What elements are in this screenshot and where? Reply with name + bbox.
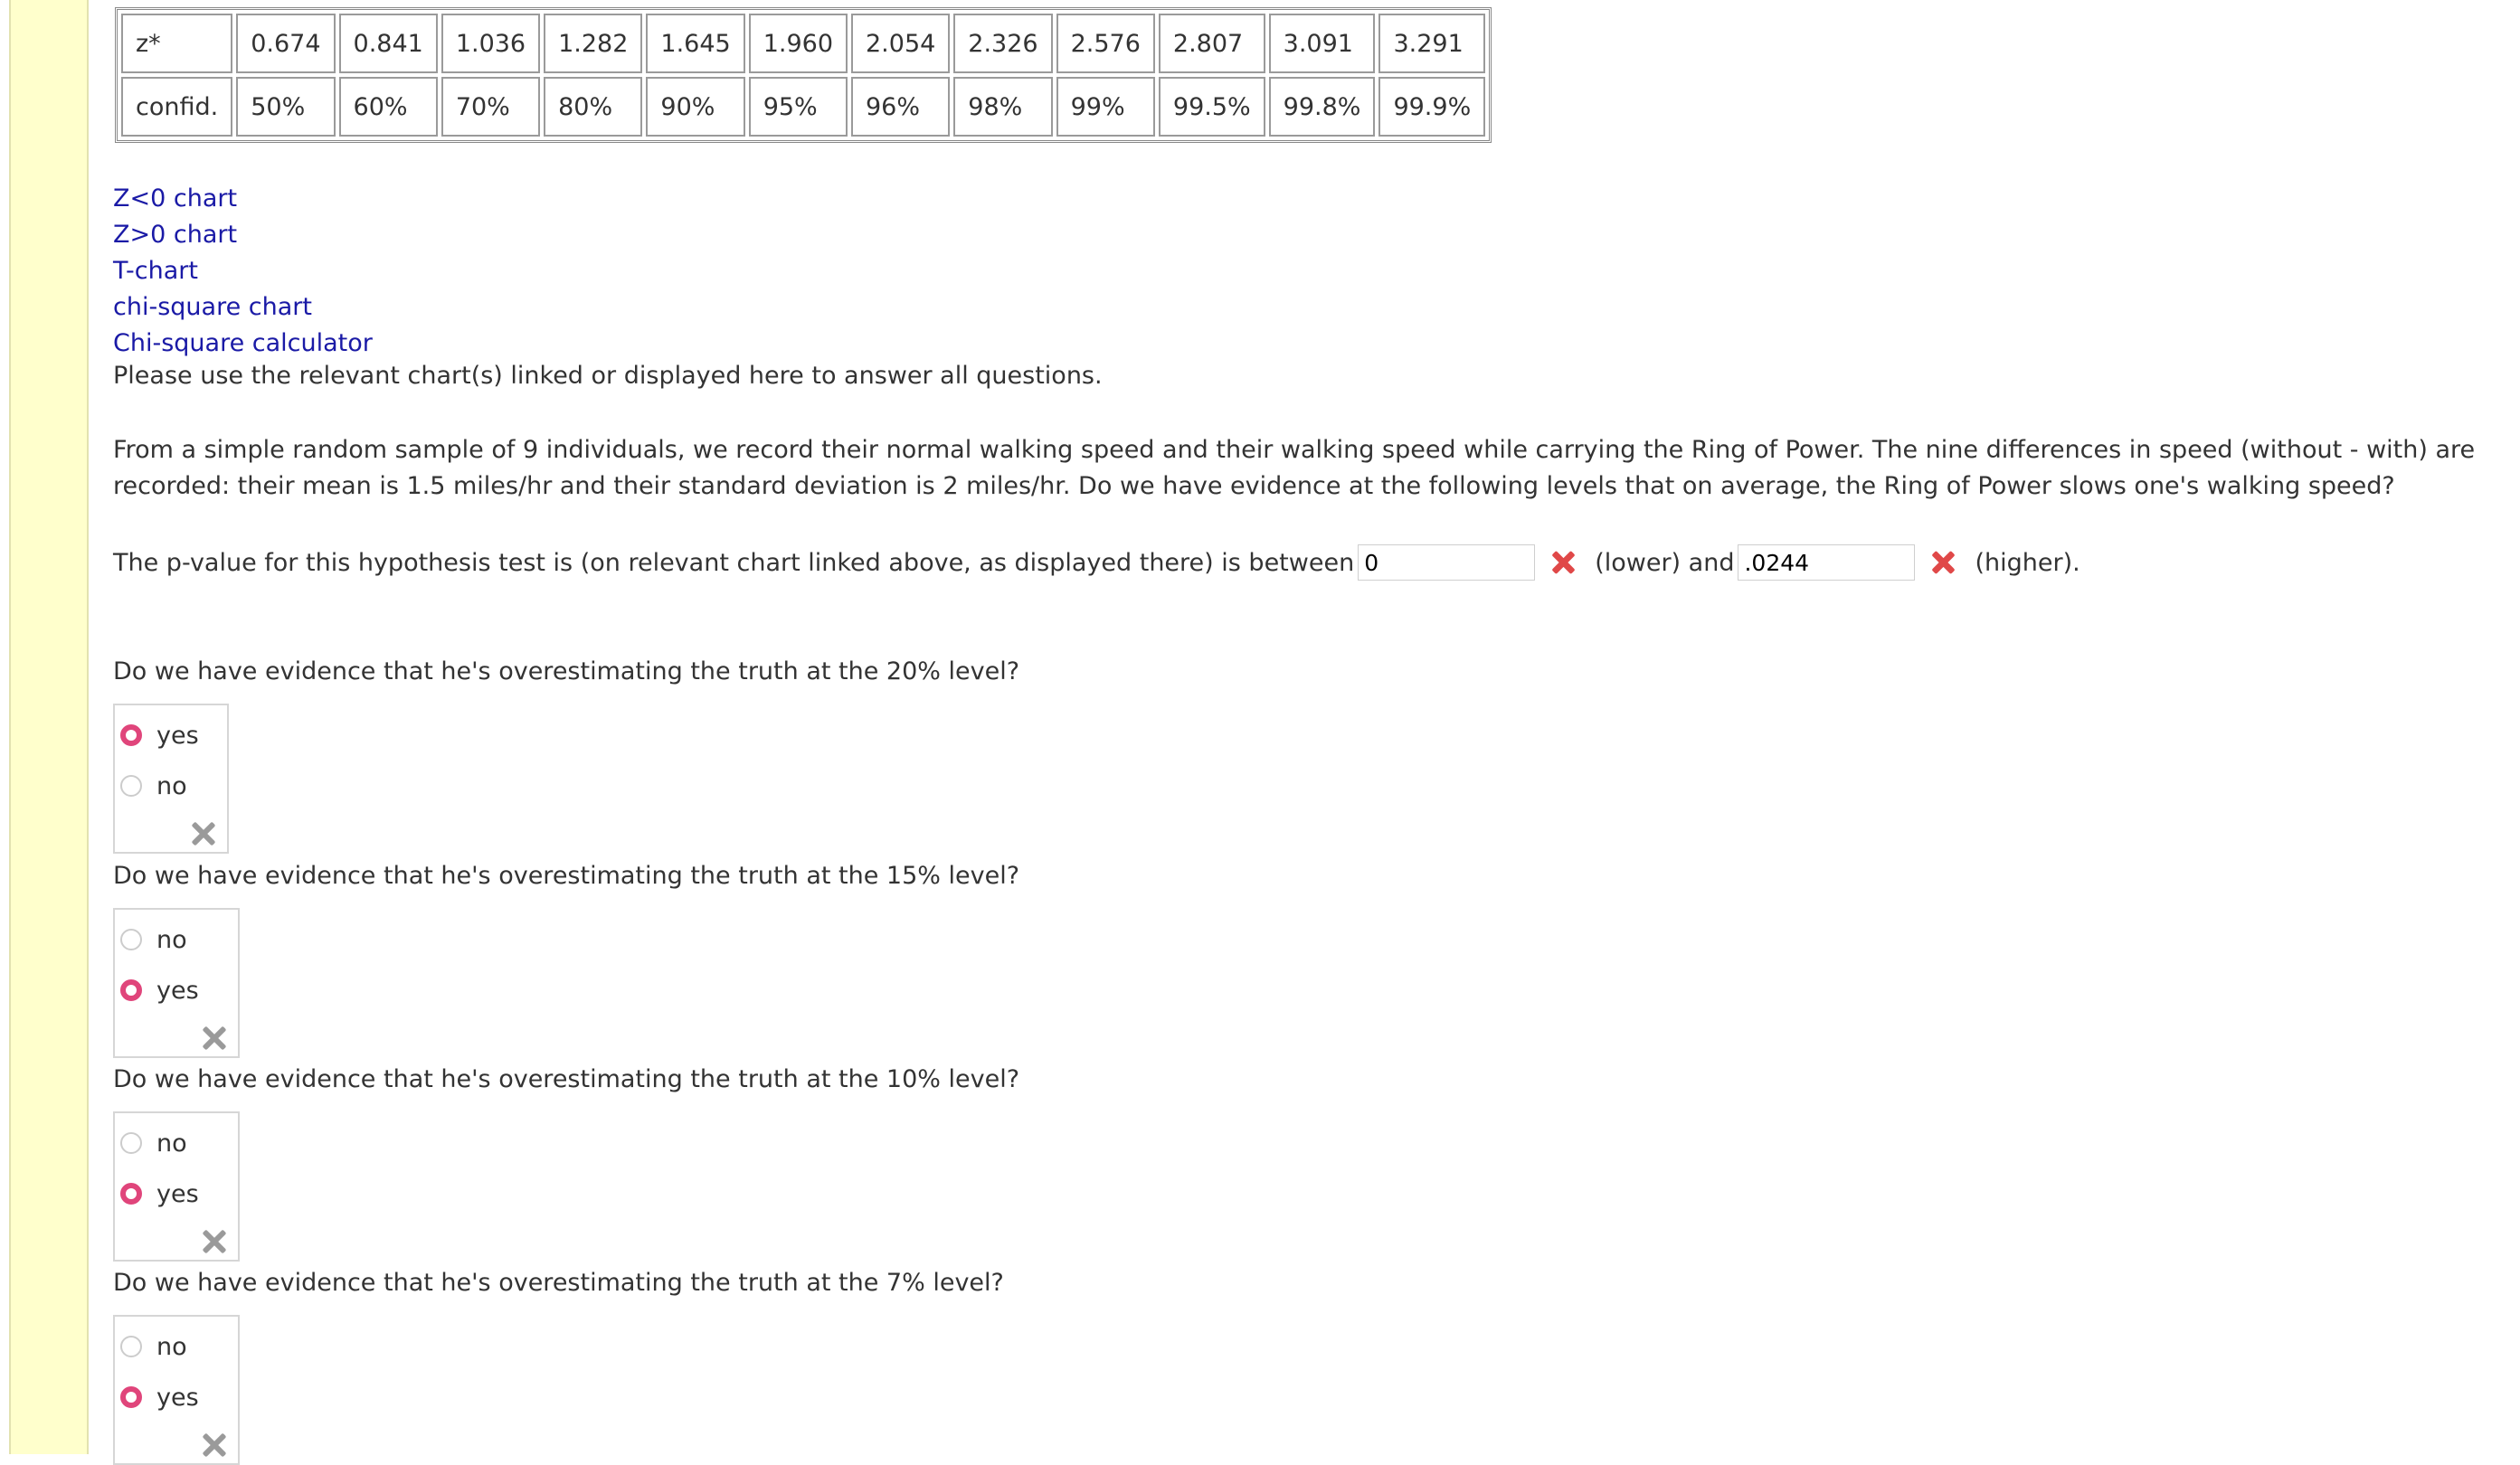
- radio-button[interactable]: [120, 775, 142, 797]
- link-z-negative-chart[interactable]: Z<0 chart: [113, 184, 238, 213]
- table-cell: 99.8%: [1269, 77, 1376, 137]
- link-z-positive-chart[interactable]: Z>0 chart: [113, 221, 238, 249]
- x-mark-red-icon: [1928, 547, 1958, 578]
- instructions-text: Please use the relevant chart(s) linked or displayed here to answer all questions.: [113, 362, 1103, 390]
- option-yes[interactable]: [120, 975, 199, 1006]
- link-chi-square-calculator[interactable]: Chi-square calculator: [113, 329, 373, 357]
- pvalue-suffix: (higher).: [1975, 548, 2080, 577]
- table-cell: 2.576: [1056, 14, 1155, 73]
- x-mark-gray-icon: [200, 1024, 229, 1053]
- chart-links: [113, 181, 373, 362]
- table-cell: 98%: [953, 77, 1052, 137]
- table-cell: 3.091: [1269, 14, 1376, 73]
- radio-button[interactable]: [120, 1132, 142, 1154]
- option-label: no: [156, 925, 187, 954]
- x-mark-gray-icon: [200, 1227, 229, 1256]
- question-text: Do we have evidence that he's overestimating the truth at the 7% level?: [113, 1269, 1004, 1297]
- answer-choices: [113, 908, 240, 1058]
- option-label: yes: [156, 721, 199, 750]
- question-text: Do we have evidence that he's overestimating the truth at the 10% level?: [113, 1065, 1020, 1093]
- option-no[interactable]: [120, 1128, 187, 1158]
- pvalue-question: [113, 543, 2080, 582]
- table-cell: 90%: [646, 77, 744, 137]
- table-cell: 2.326: [953, 14, 1052, 73]
- link-t-chart[interactable]: T-chart: [113, 257, 198, 285]
- option-yes[interactable]: [120, 1178, 199, 1209]
- table-cell: 0.674: [236, 14, 335, 73]
- option-label: no: [156, 771, 187, 800]
- upper-answer-field[interactable]: .0244: [1738, 544, 1915, 581]
- answer-choices: [113, 1111, 240, 1262]
- option-label: yes: [156, 1383, 199, 1412]
- lower-answer-field[interactable]: 0: [1358, 544, 1535, 581]
- option-yes[interactable]: [120, 1382, 199, 1413]
- table-cell: 3.291: [1378, 14, 1485, 73]
- link-chi-square-chart[interactable]: chi-square chart: [113, 293, 312, 321]
- question-20-percent: [113, 657, 1020, 800]
- radio-button[interactable]: [120, 1386, 142, 1408]
- z-critical-values-table: [115, 7, 1492, 143]
- table-cell: 1.282: [544, 14, 642, 73]
- question-text: Do we have evidence that he's overestimating the truth at the 20% level?: [113, 657, 1020, 685]
- pvalue-middle: (lower) and: [1595, 548, 1735, 577]
- table-cell: 1.960: [749, 14, 848, 73]
- x-mark-red-icon: [1548, 547, 1578, 578]
- option-yes[interactable]: [120, 720, 199, 751]
- question-10-percent: [113, 1064, 1020, 1208]
- table-cell: confid.: [121, 77, 232, 137]
- table-cell: 50%: [236, 77, 335, 137]
- radio-button[interactable]: [120, 1336, 142, 1357]
- problem-statement: From a simple random sample of 9 individuals, we record their normal walking speed and their walking speed while carrying the Ring of Power. The nine differences in speed (without - with) are recorded: their mean is 1.5 miles/hr and their standard deviation is 2 miles/hr. Do we have evidence at the following levels that on average, the Ring of Power slows one's walking speed?: [113, 436, 2476, 500]
- question-7-percent: [113, 1268, 1004, 1412]
- table-cell: 99.9%: [1378, 77, 1485, 137]
- x-mark-gray-icon: [189, 819, 218, 848]
- table-cell: 2.054: [851, 14, 950, 73]
- table-cell: 2.807: [1159, 14, 1265, 73]
- z-row: [121, 14, 1485, 73]
- option-label: yes: [156, 976, 199, 1005]
- x-mark-gray-icon: [200, 1431, 229, 1460]
- option-label: no: [156, 1332, 187, 1361]
- question-text: Do we have evidence that he's overestimating the truth at the 15% level?: [113, 862, 1020, 890]
- table-cell: 80%: [544, 77, 642, 137]
- option-no[interactable]: [120, 1331, 187, 1362]
- table-cell: z*: [121, 14, 232, 73]
- option-label: no: [156, 1129, 187, 1158]
- table-cell: 96%: [851, 77, 950, 137]
- question-15-percent: [113, 861, 1020, 1005]
- table-cell: 95%: [749, 77, 848, 137]
- table-cell: 1.036: [441, 14, 540, 73]
- table-cell: 60%: [339, 77, 438, 137]
- radio-button[interactable]: [120, 979, 142, 1001]
- option-no[interactable]: [120, 924, 187, 955]
- answer-choices: [113, 704, 229, 854]
- table-cell: 99%: [1056, 77, 1155, 137]
- pvalue-prefix: The p-value for this hypothesis test is (on relevant chart linked above, as displayed there) is between: [113, 548, 1355, 577]
- left-margin-strip: [9, 0, 89, 1454]
- table-cell: 70%: [441, 77, 540, 137]
- option-no[interactable]: [120, 770, 187, 801]
- option-label: yes: [156, 1179, 199, 1208]
- table-cell: 1.645: [646, 14, 744, 73]
- table-cell: 99.5%: [1159, 77, 1265, 137]
- answer-choices: [113, 1315, 240, 1465]
- table-cell: 0.841: [339, 14, 438, 73]
- confidence-row: [121, 77, 1485, 137]
- radio-button[interactable]: [120, 1183, 142, 1205]
- radio-button[interactable]: [120, 929, 142, 950]
- radio-button[interactable]: [120, 724, 142, 746]
